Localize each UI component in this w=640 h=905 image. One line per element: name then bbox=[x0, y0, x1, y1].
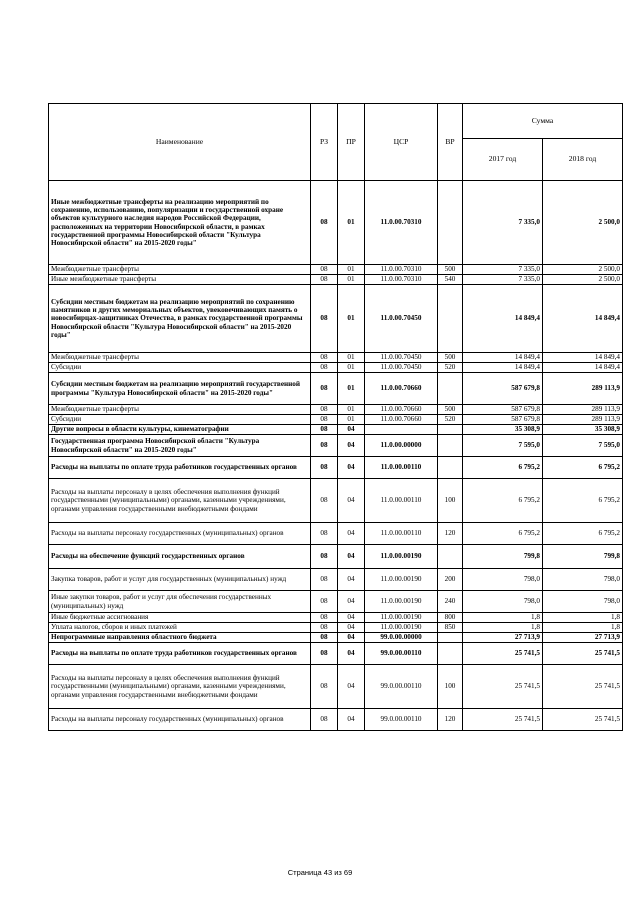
row-sum-2018: 1,8 bbox=[543, 623, 623, 633]
row-rz: 08 bbox=[311, 457, 338, 479]
row-sum-2018: 25 741,5 bbox=[543, 665, 623, 709]
table-header bbox=[49, 104, 623, 181]
row-csr: 11.0.00.00110 bbox=[365, 523, 438, 545]
table-row bbox=[49, 353, 623, 363]
row-pr: 04 bbox=[338, 709, 365, 731]
row-pr: 01 bbox=[338, 285, 365, 353]
row-name: Межбюджетные трансферты bbox=[49, 265, 311, 275]
row-rz: 08 bbox=[311, 623, 338, 633]
row-csr: 11.0.00.70450 bbox=[365, 285, 438, 353]
row-rz: 08 bbox=[311, 665, 338, 709]
row-sum-2018: 2 500,0 bbox=[543, 265, 623, 275]
row-name: Уплата налогов, сборов и иных платежей bbox=[49, 623, 311, 633]
row-csr: 11.0.00.00000 bbox=[365, 435, 438, 457]
row-rz: 08 bbox=[311, 373, 338, 405]
row-pr: 04 bbox=[338, 633, 365, 643]
row-sum-2018: 798,0 bbox=[543, 569, 623, 591]
row-vr: 120 bbox=[438, 709, 463, 731]
table-row bbox=[49, 363, 623, 373]
table-row bbox=[49, 633, 623, 643]
row-rz: 08 bbox=[311, 363, 338, 373]
row-sum-2018: 14 849,4 bbox=[543, 363, 623, 373]
row-rz: 08 bbox=[311, 479, 338, 523]
row-pr: 04 bbox=[338, 523, 365, 545]
row-sum-2018: 289 113,9 bbox=[543, 373, 623, 405]
row-pr: 01 bbox=[338, 275, 365, 285]
row-pr: 01 bbox=[338, 415, 365, 425]
row-vr: 540 bbox=[438, 275, 463, 285]
table-body bbox=[49, 181, 623, 731]
row-vr: 850 bbox=[438, 623, 463, 633]
table-row bbox=[49, 545, 623, 569]
row-vr: 520 bbox=[438, 415, 463, 425]
row-name: Непрограммные направления областного бюджета bbox=[49, 633, 311, 643]
row-pr: 04 bbox=[338, 479, 365, 523]
row-sum-2017: 7 595,0 bbox=[463, 435, 543, 457]
row-sum-2018: 7 595,0 bbox=[543, 435, 623, 457]
row-csr: 11.0.00.70450 bbox=[365, 353, 438, 363]
header-rz: РЗ bbox=[311, 104, 338, 181]
row-sum-2018: 289 113,9 bbox=[543, 405, 623, 415]
row-pr: 04 bbox=[338, 545, 365, 569]
table-row bbox=[49, 435, 623, 457]
row-name: Иные закупки товаров, работ и услуг для обеспечения государственных (муниципальных) нужд bbox=[49, 591, 311, 613]
header-pr: ПР bbox=[338, 104, 365, 181]
row-pr: 01 bbox=[338, 265, 365, 275]
row-sum-2018: 35 308,9 bbox=[543, 425, 623, 435]
row-pr: 04 bbox=[338, 435, 365, 457]
row-vr: 800 bbox=[438, 613, 463, 623]
row-csr: 99.0.00.00000 bbox=[365, 633, 438, 643]
row-vr: 100 bbox=[438, 479, 463, 523]
row-vr bbox=[438, 435, 463, 457]
row-vr: 500 bbox=[438, 405, 463, 415]
row-pr: 01 bbox=[338, 405, 365, 415]
table-row bbox=[49, 523, 623, 545]
row-name: Закупка товаров, работ и услуг для государственных (муниципальных) нужд bbox=[49, 569, 311, 591]
row-sum-2017: 6 795,2 bbox=[463, 479, 543, 523]
row-vr bbox=[438, 285, 463, 353]
row-rz: 08 bbox=[311, 643, 338, 665]
table-row bbox=[49, 665, 623, 709]
table-row bbox=[49, 643, 623, 665]
row-name: Межбюджетные трансферты bbox=[49, 405, 311, 415]
row-csr: 11.0.00.00190 bbox=[365, 545, 438, 569]
row-sum-2018: 289 113,9 bbox=[543, 415, 623, 425]
row-vr bbox=[438, 425, 463, 435]
table-row bbox=[49, 275, 623, 285]
row-sum-2017: 25 741,5 bbox=[463, 665, 543, 709]
row-csr: 11.0.00.00190 bbox=[365, 613, 438, 623]
row-rz: 08 bbox=[311, 545, 338, 569]
row-name: Субсидии bbox=[49, 415, 311, 425]
row-name: Государственная программа Новосибирской области "Культура Новосибирской области" на 2015-2020 годы" bbox=[49, 435, 311, 457]
row-sum-2017: 14 849,4 bbox=[463, 285, 543, 353]
row-sum-2017: 27 713,9 bbox=[463, 633, 543, 643]
row-pr: 04 bbox=[338, 623, 365, 633]
row-sum-2017: 1,8 bbox=[463, 613, 543, 623]
table-row bbox=[49, 479, 623, 523]
row-vr: 240 bbox=[438, 591, 463, 613]
row-vr: 200 bbox=[438, 569, 463, 591]
row-rz: 08 bbox=[311, 265, 338, 275]
row-rz: 08 bbox=[311, 633, 338, 643]
row-sum-2018: 25 741,5 bbox=[543, 709, 623, 731]
row-name: Расходы на выплаты персоналу государственных (муниципальных) органов bbox=[49, 709, 311, 731]
row-vr bbox=[438, 545, 463, 569]
row-sum-2017: 799,8 bbox=[463, 545, 543, 569]
table-row bbox=[49, 265, 623, 275]
row-rz: 08 bbox=[311, 425, 338, 435]
row-rz: 08 bbox=[311, 613, 338, 623]
row-csr: 11.0.00.70310 bbox=[365, 265, 438, 275]
row-csr: 11.0.00.70660 bbox=[365, 373, 438, 405]
row-name: Иные межбюджетные трансферты на реализацию мероприятий по сохранению, использованию, популяризации и государственной охране объектов культурного наследия народов Российской Федерации, расположенных на территории Новосибирской области, в рамках государственной программы Новосибирской области "Культура Новосибирской области" на 2015-2020 годы" bbox=[49, 181, 311, 265]
table-row bbox=[49, 285, 623, 353]
row-sum-2018: 6 795,2 bbox=[543, 479, 623, 523]
row-rz: 08 bbox=[311, 353, 338, 363]
row-sum-2018: 1,8 bbox=[543, 613, 623, 623]
row-name: Межбюджетные трансферты bbox=[49, 353, 311, 363]
row-csr: 11.0.00.00110 bbox=[365, 457, 438, 479]
row-rz: 08 bbox=[311, 435, 338, 457]
row-name: Субсидии местным бюджетам на реализацию мероприятий по сохранению памятников и других мемориальных объектов, увековечивающих память о новосибирцах-защитниках Отечества, в рамках государственной программы Новосибирской области "Культура Новосибирской области" на 2015-2020 годы" bbox=[49, 285, 311, 353]
row-name: Расходы на выплаты по оплате труда работников государственных органов bbox=[49, 643, 311, 665]
row-sum-2017: 6 795,2 bbox=[463, 457, 543, 479]
row-rz: 08 bbox=[311, 569, 338, 591]
row-name: Иные межбюджетные трансферты bbox=[49, 275, 311, 285]
row-csr: 99.0.00.00110 bbox=[365, 709, 438, 731]
row-csr: 11.0.00.70660 bbox=[365, 415, 438, 425]
table-row bbox=[49, 591, 623, 613]
table-row bbox=[49, 415, 623, 425]
row-pr: 04 bbox=[338, 569, 365, 591]
row-vr: 100 bbox=[438, 665, 463, 709]
table-row bbox=[49, 457, 623, 479]
row-sum-2017: 7 335,0 bbox=[463, 275, 543, 285]
row-pr: 04 bbox=[338, 457, 365, 479]
row-csr: 11.0.00.70310 bbox=[365, 181, 438, 265]
row-name: Расходы на выплаты персоналу в целях обеспечения выполнения функций государственными (муниципальными) органами, казенными учреждениями, органами управления государственными внебюджетными фондами bbox=[49, 479, 311, 523]
row-sum-2017: 7 335,0 bbox=[463, 181, 543, 265]
row-name: Другие вопросы в области культуры, кинематографии bbox=[49, 425, 311, 435]
row-sum-2018: 6 795,2 bbox=[543, 457, 623, 479]
row-vr bbox=[438, 373, 463, 405]
row-sum-2017: 798,0 bbox=[463, 569, 543, 591]
row-name: Расходы на обеспечение функций государственных органов bbox=[49, 545, 311, 569]
row-csr: 99.0.00.00110 bbox=[365, 665, 438, 709]
row-sum-2018: 14 849,4 bbox=[543, 353, 623, 363]
row-csr: 11.0.00.70310 bbox=[365, 275, 438, 285]
row-pr: 04 bbox=[338, 425, 365, 435]
row-vr bbox=[438, 181, 463, 265]
row-csr: 11.0.00.70660 bbox=[365, 405, 438, 415]
row-sum-2018: 14 849,4 bbox=[543, 285, 623, 353]
table-row bbox=[49, 613, 623, 623]
row-sum-2017: 6 795,2 bbox=[463, 523, 543, 545]
row-pr: 01 bbox=[338, 181, 365, 265]
row-sum-2018: 27 713,9 bbox=[543, 633, 623, 643]
row-sum-2017: 1,8 bbox=[463, 623, 543, 633]
row-sum-2017: 587 679,8 bbox=[463, 415, 543, 425]
row-vr bbox=[438, 643, 463, 665]
row-pr: 01 bbox=[338, 373, 365, 405]
row-rz: 08 bbox=[311, 709, 338, 731]
row-sum-2017: 25 741,5 bbox=[463, 643, 543, 665]
row-vr: 120 bbox=[438, 523, 463, 545]
row-pr: 04 bbox=[338, 591, 365, 613]
header-year-2017: 2017 год bbox=[463, 139, 543, 181]
header-name: Наименование bbox=[49, 104, 311, 181]
table-row bbox=[49, 569, 623, 591]
row-name: Иные бюджетные ассигнования bbox=[49, 613, 311, 623]
budget-table bbox=[48, 103, 623, 731]
row-sum-2018: 25 741,5 bbox=[543, 643, 623, 665]
row-sum-2018: 2 500,0 bbox=[543, 275, 623, 285]
row-sum-2018: 799,8 bbox=[543, 545, 623, 569]
row-sum-2017: 25 741,5 bbox=[463, 709, 543, 731]
row-pr: 04 bbox=[338, 665, 365, 709]
row-vr: 500 bbox=[438, 265, 463, 275]
row-vr bbox=[438, 633, 463, 643]
row-csr bbox=[365, 425, 438, 435]
header-year-2018: 2018 год bbox=[543, 139, 623, 181]
row-sum-2017: 35 308,9 bbox=[463, 425, 543, 435]
row-name: Субсидии bbox=[49, 363, 311, 373]
row-csr: 11.0.00.70450 bbox=[365, 363, 438, 373]
row-name: Субсидии местным бюджетам на реализацию мероприятий государственной программы "Культура Новосибирской области" на 2015-2020 годы" bbox=[49, 373, 311, 405]
row-sum-2017: 587 679,8 bbox=[463, 405, 543, 415]
row-pr: 01 bbox=[338, 353, 365, 363]
row-vr: 500 bbox=[438, 353, 463, 363]
row-rz: 08 bbox=[311, 285, 338, 353]
table-row bbox=[49, 709, 623, 731]
row-csr: 11.0.00.00190 bbox=[365, 623, 438, 633]
row-sum-2017: 7 335,0 bbox=[463, 265, 543, 275]
row-rz: 08 bbox=[311, 591, 338, 613]
table-row bbox=[49, 623, 623, 633]
table-row bbox=[49, 425, 623, 435]
table-row bbox=[49, 405, 623, 415]
row-csr: 99.0.00.00110 bbox=[365, 643, 438, 665]
row-pr: 04 bbox=[338, 613, 365, 623]
row-name: Расходы на выплаты персоналу государственных (муниципальных) органов bbox=[49, 523, 311, 545]
header-sum: Сумма bbox=[463, 104, 623, 139]
row-csr: 11.0.00.00190 bbox=[365, 569, 438, 591]
row-sum-2017: 798,0 bbox=[463, 591, 543, 613]
row-csr: 11.0.00.00190 bbox=[365, 591, 438, 613]
row-sum-2018: 798,0 bbox=[543, 591, 623, 613]
row-rz: 08 bbox=[311, 523, 338, 545]
page-footer: Страница 43 из 69 bbox=[287, 868, 353, 877]
row-rz: 08 bbox=[311, 181, 338, 265]
row-csr: 11.0.00.00110 bbox=[365, 479, 438, 523]
row-rz: 08 bbox=[311, 275, 338, 285]
row-pr: 04 bbox=[338, 643, 365, 665]
row-sum-2018: 6 795,2 bbox=[543, 523, 623, 545]
row-sum-2017: 587 679,8 bbox=[463, 373, 543, 405]
row-sum-2017: 14 849,4 bbox=[463, 353, 543, 363]
row-sum-2017: 14 849,4 bbox=[463, 363, 543, 373]
table-row bbox=[49, 181, 623, 265]
row-sum-2018: 2 500,0 bbox=[543, 181, 623, 265]
row-name: Расходы на выплаты персоналу в целях обеспечения выполнения функций государственными (муниципальными) органами, казенными учреждениями, органами управления государственными внебюджетными фондами bbox=[49, 665, 311, 709]
row-rz: 08 bbox=[311, 405, 338, 415]
row-vr bbox=[438, 457, 463, 479]
row-rz: 08 bbox=[311, 415, 338, 425]
table-row bbox=[49, 373, 623, 405]
row-vr: 520 bbox=[438, 363, 463, 373]
row-pr: 01 bbox=[338, 363, 365, 373]
header-vr: ВР bbox=[438, 104, 463, 181]
row-name: Расходы на выплаты по оплате труда работников государственных органов bbox=[49, 457, 311, 479]
header-csr: ЦСР bbox=[365, 104, 438, 181]
